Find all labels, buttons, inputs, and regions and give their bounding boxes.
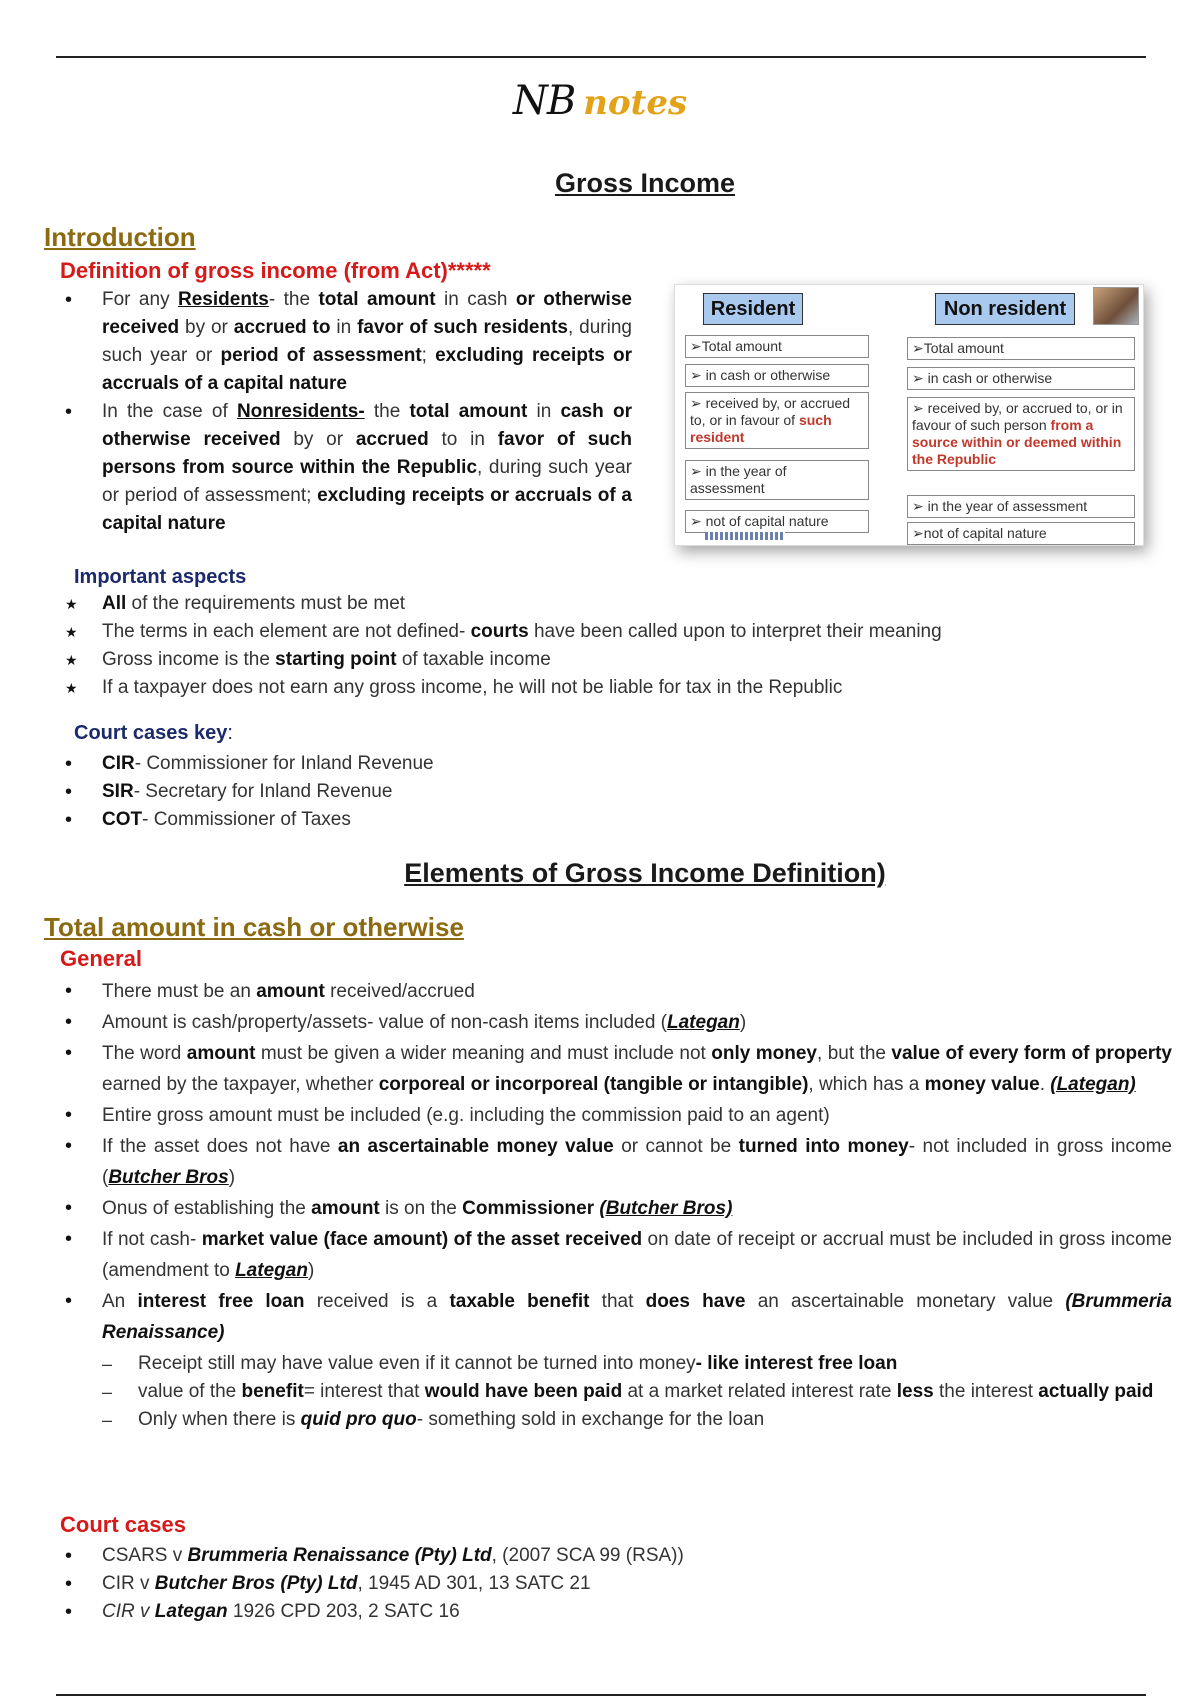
general-list [62, 976, 1172, 1434]
list-item: • CIR v Lategan 1926 CPD 203, 2 SATC 16 [62, 1598, 1142, 1626]
court-cases-key-list [62, 750, 1142, 834]
general-heading: General [60, 946, 142, 971]
list-item: • CIR v Butcher Bros (Pty) Ltd, 1945 AD 301, 13 SATC 21 [62, 1570, 1142, 1598]
resident-item: ➢ in the year of assessment [685, 460, 869, 500]
resident-item: ➢ in cash or otherwise [685, 364, 869, 387]
list-item: • If not cash- market value (face amount) of the asset received on date of receipt or accrual must be included in gross income (amendment to Lategan) [62, 1224, 1172, 1286]
elements-title: Elements of Gross Income Definition) [404, 858, 886, 888]
list-item: • An interest free loan received is a taxable benefit that does have an ascertainable monetary value (Brummeria Renaissance) – Receipt still may have value even if it cannot be turned into money- like interest free loan – value of the benefit= interest that would have been paid at a market related interest rate less the interest actually paid – Only when there is quid pro quo- something sold in exchange for the loan [62, 1286, 1172, 1434]
decorative-image [1093, 287, 1139, 325]
list-item: ★ The terms in each element are not defined- courts have been called upon to interpret their meaning [62, 618, 1142, 646]
court-cases-list [62, 1542, 1142, 1626]
interest-free-loan-sublist [102, 1350, 1172, 1434]
page-title: Gross Income [554, 168, 736, 198]
decorative-stub [705, 532, 785, 540]
list-item: • SIR- Secretary for Inland Revenue [62, 778, 1142, 806]
list-item: • If the asset does not have an ascertainable money value or cannot be turned into money- not included in gross income (Butcher Bros) [62, 1131, 1172, 1193]
non-resident-header: Non resident [935, 293, 1075, 325]
list-item: • COT- Commissioner of Taxes [62, 806, 1142, 834]
nb-notes-logo [0, 78, 1200, 124]
non-resident-item: ➢ in cash or otherwise [907, 367, 1135, 390]
resident-item: ➢Total amount [685, 335, 869, 358]
list-item: ★ If a taxpayer does not earn any gross income, he will not be liable for tax in the Republic [62, 674, 1142, 702]
list-item: ★ All of the requirements must be met [62, 590, 1142, 618]
court-cases-key-heading: Court cases key: [74, 722, 233, 744]
sub-list-item: – value of the benefit= interest that would have been paid at a market related interest rate less the interest actually paid [102, 1378, 1172, 1406]
resident-item: ➢ received by, or accrued to, or in favour of such resident [685, 392, 869, 449]
logo-sub: notes [583, 83, 688, 123]
bottom-rule [56, 1694, 1146, 1696]
resident-vs-nonresident-diagram [674, 284, 1144, 546]
logo-brand: NB [512, 78, 576, 124]
important-aspects-heading: Important aspects [74, 566, 247, 588]
list-item: • There must be an amount received/accrued [62, 976, 1172, 1007]
list-item: • Entire gross amount must be included (e.g. including the commission paid to an agent) [62, 1100, 1172, 1131]
non-resident-item: ➢Total amount [907, 337, 1135, 360]
list-item: • CIR- Commissioner for Inland Revenue [62, 750, 1142, 778]
sub-list-item: – Only when there is quid pro quo- something sold in exchange for the loan [102, 1406, 1172, 1434]
important-aspects-list [62, 590, 1142, 702]
list-item: ★ Gross income is the starting point of taxable income [62, 646, 1142, 674]
definition-heading: Definition of gross income (from Act)***** [60, 258, 491, 283]
list-item: • CSARS v Brummeria Renaissance (Pty) Ltd, (2007 SCA 99 (RSA)) [62, 1542, 1142, 1570]
top-rule [56, 56, 1146, 58]
list-item: • In the case of Nonresidents- the total amount in cash or otherwise received by or accrued to in favor of such persons from source within the Republic, during such year or period of assessment; excluding receipts or accruals of a capital nature [62, 398, 632, 538]
list-item: • The word amount must be given a wider meaning and must include not only money, but the value of every form of property earned by the taxpayer, whether corporeal or incorporeal (tangible or intangible), which has a money value. (Lategan) [62, 1038, 1172, 1100]
resident-item: ➢ not of capital nature [685, 510, 869, 533]
non-resident-item: ➢ received by, or accrued to, or in favour of such person from a source within or deemed within the Republic [907, 397, 1135, 471]
definition-list [62, 286, 632, 538]
introduction-heading: Introduction [44, 222, 196, 252]
total-amount-heading: Total amount in cash or otherwise [44, 912, 464, 942]
non-resident-item: ➢not of capital nature [907, 522, 1135, 545]
non-resident-item: ➢ in the year of assessment [907, 495, 1135, 518]
list-item: • Amount is cash/property/assets- value of non-cash items included (Lategan) [62, 1007, 1172, 1038]
sub-list-item: – Receipt still may have value even if it cannot be turned into money- like interest free loan [102, 1350, 1172, 1378]
court-cases-heading: Court cases [60, 1512, 186, 1537]
list-item: • For any Residents- the total amount in cash or otherwise received by or accrued to in favor of such residents, during such year or period of assessment; excluding receipts or accruals of a capital nature [62, 286, 632, 398]
list-item: • Onus of establishing the amount is on the Commissioner (Butcher Bros) [62, 1193, 1172, 1224]
resident-header: Resident [703, 293, 803, 325]
